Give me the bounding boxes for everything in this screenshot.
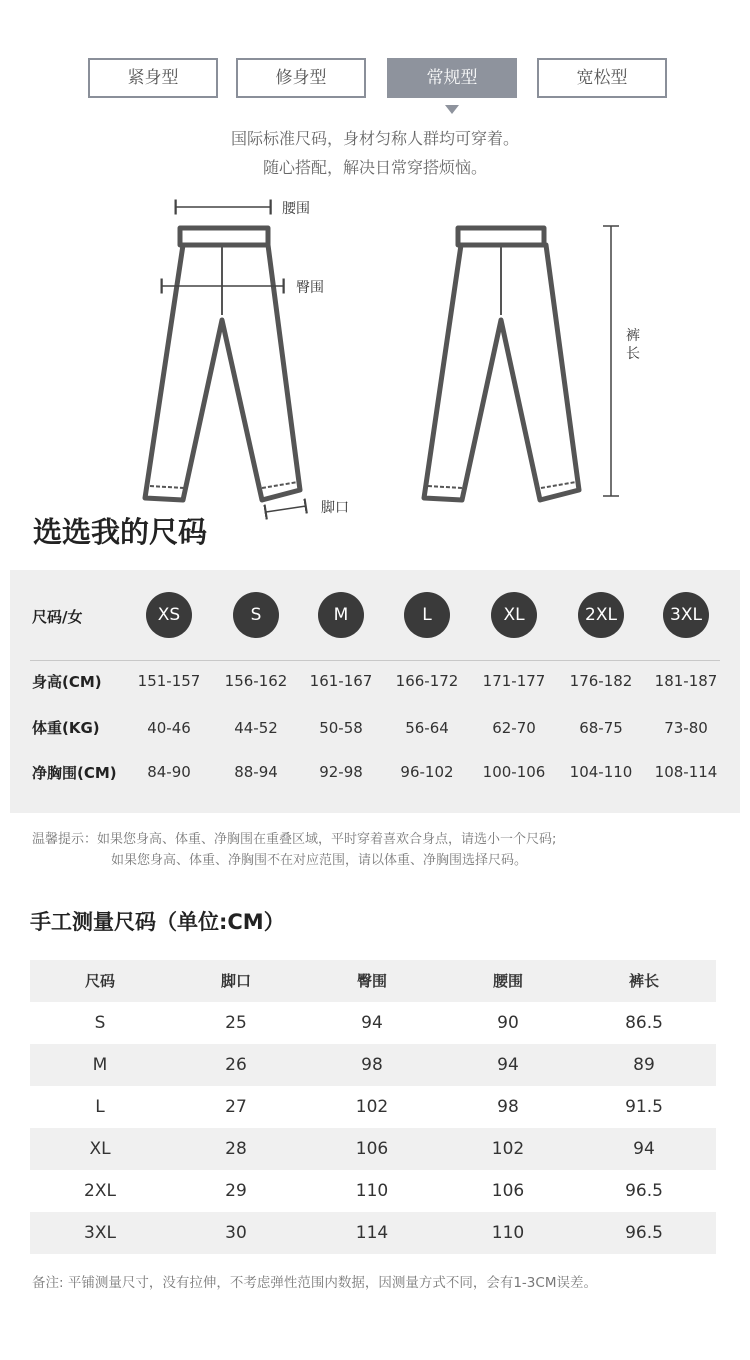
cell-size: 2XL	[84, 1181, 116, 1201]
cell-size: XL	[89, 1139, 111, 1159]
cell-hem: 28	[225, 1139, 247, 1159]
table-row	[30, 1212, 716, 1254]
cell-waist: 94	[497, 1055, 519, 1075]
cell-hip: 106	[355, 1139, 389, 1159]
table-row	[30, 1002, 716, 1044]
header-length: 裤长	[628, 972, 659, 990]
weight-value: 68-75	[579, 719, 623, 737]
cell-hem: 30	[225, 1223, 247, 1243]
size-header-label: 尺码/女	[32, 608, 83, 626]
cell-size: 3XL	[84, 1223, 116, 1243]
row-label-height: 身高(CM)	[32, 673, 102, 691]
back-pants-icon	[424, 228, 579, 500]
size-tip-line1: 温馨提示：如果您身高、体重、净胸围在重叠区域，平时穿着喜欢合身点，请选小一个尺码;	[32, 832, 557, 847]
size-tip-line2: 如果您身高、体重、净胸围不在对应范围，请以体重、净胸围选择尺码。	[111, 853, 528, 868]
row-label-weight: 体重(KG)	[32, 719, 100, 737]
chest-value: 96-102	[400, 763, 454, 781]
height-value: 156-162	[224, 672, 288, 690]
weight-value: 40-46	[147, 719, 191, 737]
size-section-title: 选选我的尺码	[33, 515, 208, 549]
cell-hem: 25	[225, 1013, 247, 1033]
cell-hip: 102	[355, 1097, 389, 1117]
length-label-char1: 裤	[626, 328, 640, 344]
size-circle-xl: XL	[491, 592, 537, 638]
cell-hem: 29	[225, 1181, 247, 1201]
cell-hip: 94	[361, 1013, 383, 1033]
cell-hip: 98	[361, 1055, 383, 1075]
tab-loose-fit[interactable]: 宽松型	[537, 58, 667, 98]
cell-waist: 106	[491, 1181, 525, 1201]
cell-hip: 110	[355, 1181, 389, 1201]
weight-value: 62-70	[492, 719, 536, 737]
cell-size: S	[94, 1013, 106, 1033]
measure-section-title: 手工测量尺码（单位:CM）	[30, 910, 285, 934]
size-circle-2xl: 2XL	[578, 592, 624, 638]
cell-hip: 114	[355, 1223, 389, 1243]
cell-size: L	[95, 1097, 105, 1117]
height-value: 151-157	[137, 672, 201, 690]
cell-length: 96.5	[625, 1223, 663, 1243]
chest-value: 92-98	[319, 763, 363, 781]
panel-divider	[30, 660, 720, 661]
weight-value: 56-64	[405, 719, 449, 737]
header-hip: 臀围	[356, 972, 387, 990]
cell-hem: 26	[225, 1055, 247, 1075]
hip-label: 臀围	[296, 280, 324, 296]
cell-length: 89	[633, 1055, 655, 1075]
cell-length: 94	[633, 1139, 655, 1159]
hem-measure-line	[266, 506, 306, 512]
size-circle-s: S	[233, 592, 279, 638]
fit-description-line2: 随心搭配，解决日常穿搭烦恼。	[262, 158, 487, 177]
row-label-chest: 净胸围(CM)	[32, 764, 117, 782]
waist-label: 腰围	[282, 201, 310, 217]
height-value: 181-187	[654, 672, 718, 690]
cell-length: 91.5	[625, 1097, 663, 1117]
table-row	[30, 1086, 716, 1128]
size-chart-panel	[10, 570, 740, 813]
measure-note: 备注: 平铺测量尺寸，没有拉伸，不考虑弹性范围内数据，因测量方式不同，会有1-3CM误差。	[32, 1275, 597, 1291]
cell-length: 96.5	[625, 1181, 663, 1201]
height-value: 161-167	[309, 672, 373, 690]
height-value: 171-177	[482, 672, 546, 690]
cell-waist: 90	[497, 1013, 519, 1033]
header-size: 尺码	[84, 972, 115, 990]
fit-type-tabs	[88, 58, 672, 102]
chest-value: 108-114	[654, 763, 718, 781]
size-circle-3xl: 3XL	[663, 592, 709, 638]
fit-description-line1: 国际标准尺码，身材匀称人群均可穿着。	[230, 129, 519, 148]
length-label-char2: 长	[626, 346, 640, 362]
cell-waist: 102	[491, 1139, 525, 1159]
weight-value: 73-80	[664, 719, 708, 737]
chest-value: 84-90	[147, 763, 191, 781]
front-pants-icon	[145, 228, 300, 500]
size-circle-m: M	[318, 592, 364, 638]
size-circle-l: L	[404, 592, 450, 638]
tab-slim-fit[interactable]: 修身型	[236, 58, 366, 98]
chest-value: 88-94	[234, 763, 278, 781]
height-value: 166-172	[395, 672, 459, 690]
weight-value: 50-58	[319, 719, 363, 737]
header-waist: 腰围	[492, 972, 523, 990]
weight-value: 44-52	[234, 719, 278, 737]
measurement-table	[30, 960, 716, 1254]
cell-size: M	[92, 1055, 108, 1075]
cell-hem: 27	[225, 1097, 247, 1117]
cell-length: 86.5	[625, 1013, 663, 1033]
chest-value: 104-110	[569, 763, 633, 781]
table-header-row	[30, 960, 716, 1002]
pants-measurement-diagram	[0, 190, 750, 530]
hem-label: 脚口	[321, 500, 349, 516]
cell-waist: 98	[497, 1097, 519, 1117]
table-row	[30, 1170, 716, 1212]
height-value: 176-182	[569, 672, 633, 690]
table-row	[30, 1128, 716, 1170]
tab-regular-fit[interactable]: 常规型	[387, 58, 517, 98]
chest-value: 100-106	[482, 763, 546, 781]
active-tab-pointer-icon	[445, 105, 459, 114]
table-row	[30, 1044, 716, 1086]
header-hem: 脚口	[220, 972, 251, 990]
tab-tight-fit[interactable]: 紧身型	[88, 58, 218, 98]
cell-waist: 110	[491, 1223, 525, 1243]
size-circle-xs: XS	[146, 592, 192, 638]
